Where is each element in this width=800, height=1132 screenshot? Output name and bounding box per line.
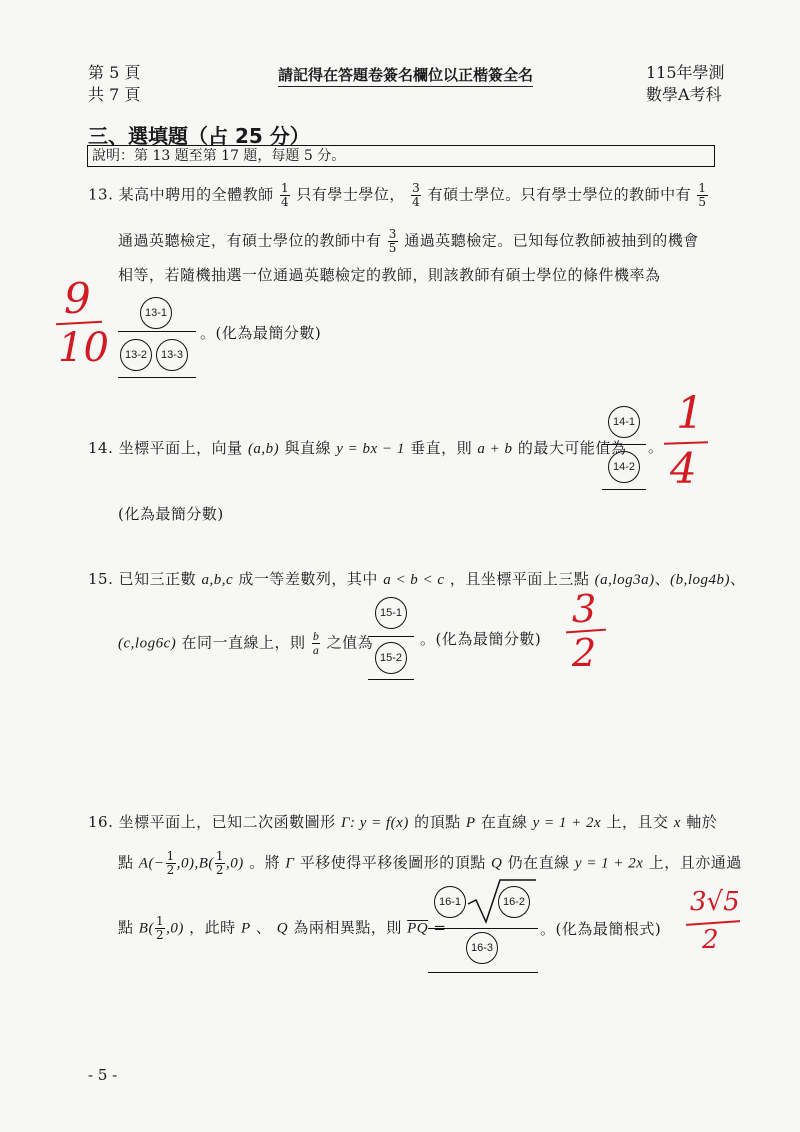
- q14-number: 14.: [88, 439, 114, 457]
- handwritten-answer-13-denominator: 10: [58, 325, 109, 371]
- q14-period: 。: [648, 438, 664, 456]
- total-pages-label: 共 7 頁: [88, 85, 141, 104]
- fraction: $\frac{1}{2}$: [166, 849, 175, 877]
- exam-year: 115年學測: [646, 63, 725, 82]
- q14-line1: 14. 坐標平面上，向量 (a,b) 與直線 y = bx − 1 垂直，則 a + b 的最大可能值為: [88, 439, 627, 457]
- page-label: 第 5 頁: [88, 63, 141, 82]
- fraction-bar: [602, 444, 646, 445]
- q16-number: 16.: [88, 813, 114, 831]
- q14-note: (化為最簡分數): [118, 505, 224, 523]
- signature-notice: 請記得在答題卷簽名欄位以正楷簽全名: [278, 64, 533, 87]
- q15-line2: (c,log6c) 在同一直線上，則 $\frac{b}{a}$ 之值為: [118, 629, 374, 657]
- fraction-bar: [428, 928, 538, 929]
- handwritten-answer-16-denominator: 2: [702, 925, 719, 955]
- fraction: $\frac{1}{2}$: [215, 849, 225, 877]
- q15-number: 15.: [88, 570, 114, 588]
- fraction: $\frac{1}{5}$: [698, 181, 707, 209]
- q16-tail: 。(化為最簡根式): [540, 920, 662, 938]
- handwritten-answer-14-numerator: 1: [676, 388, 704, 439]
- answer-slot-16-3[interactable]: 16-3: [466, 932, 498, 964]
- answer-underline: [602, 489, 646, 490]
- q13-number: 13.: [88, 185, 114, 204]
- fraction: $\frac{3}{4}$: [412, 181, 421, 209]
- handwritten-answer-15-denominator: 2: [572, 631, 597, 675]
- answer-slot-14-2[interactable]: 14-2: [608, 451, 640, 483]
- answer-underline: [368, 679, 414, 680]
- answer-slot-16-1[interactable]: 16-1: [434, 886, 466, 918]
- q15-tail: 。(化為最簡分數): [420, 630, 542, 648]
- handwritten-answer-13-numerator: 9: [64, 274, 91, 323]
- q13-tail: 。(化為最簡分數): [200, 324, 322, 342]
- handwritten-answer-15-numerator: 3: [572, 587, 597, 631]
- answer-slot-14-1[interactable]: 14-1: [608, 406, 640, 438]
- page-footer: - 5 -: [88, 1066, 118, 1084]
- section-title: 三、選填題（占 25 分）: [88, 124, 310, 148]
- q13-line1: 13. 某高中聘用的全體教師 $\frac{1}{4}$ 只有學士學位， $\frac{3}{4}$ 有碩士學位。只有學士學位的教師中有 $\frac{1}{5}$: [88, 181, 707, 209]
- q16-line3: 點 B( $\frac{1}{2}$ ,0) ，此時 P 、 Q 為兩相異點，則 $\overline{PQ}$ =: [118, 914, 447, 942]
- fraction: $\frac{1}{2}$: [155, 914, 165, 942]
- q16-line1: 16. 坐標平面上，已知二次函數圖形 Γ: y = f(x) 的頂點 P 在直線 y = 1 + 2x 上，且交 x 軸於: [88, 813, 718, 831]
- fraction-b-over-a: $\frac{b}{a}$: [312, 629, 320, 657]
- answer-slot-15-1[interactable]: 15-1: [375, 597, 407, 629]
- handwritten-answer-14-denominator: 4: [670, 444, 697, 493]
- q16-line2: 點 A(− $\frac{1}{2}$ ,0),B( $\frac{1}{2}$ ,0) 。將 Γ 平移使得平移後圖形的頂點 Q 仍在直線 y = 1 + 2x 上，且亦通過: [118, 849, 742, 877]
- exam-info: [646, 62, 725, 106]
- fraction-bar: [368, 636, 414, 637]
- answer-slot-13-3[interactable]: 13-3: [156, 339, 188, 371]
- q13-line3: 相等，若隨機抽選一位通過英聽檢定的教師，則該教師有碩士學位的條件機率為: [118, 266, 661, 284]
- q15-line1: 15. 已知三正數 a,b,c 成一等差數列，其中 a < b < c ，且坐標平面上三點 (a,log3a)、(b,log4b)、: [88, 570, 746, 588]
- exam-subject: 數學A考科: [646, 85, 722, 104]
- answer-underline: [428, 972, 538, 973]
- answer-slot-15-2[interactable]: 15-2: [375, 642, 407, 674]
- answer-underline: [118, 377, 196, 378]
- section-note: 說明：第 13 題至第 17 題，每題 5 分。: [87, 145, 715, 167]
- segment-PQ: $\overline{PQ}$: [407, 920, 429, 937]
- fraction: $\frac{1}{4}$: [280, 181, 290, 209]
- answer-slot-16-2[interactable]: 16-2: [498, 886, 530, 918]
- answer-slot-13-1[interactable]: 13-1: [140, 297, 172, 329]
- page-number: [88, 62, 140, 106]
- answer-slot-13-2[interactable]: 13-2: [120, 339, 152, 371]
- handwritten-answer-16-numerator: 3√5: [690, 887, 740, 917]
- fraction: $\frac{3}{5}$: [388, 227, 397, 255]
- fraction-bar: [118, 331, 196, 332]
- q13-line2: 通過英聽檢定，有碩士學位的教師中有 $\frac{3}{5}$ 通過英聽檢定。已知每位教師被抽到的機會: [118, 227, 699, 255]
